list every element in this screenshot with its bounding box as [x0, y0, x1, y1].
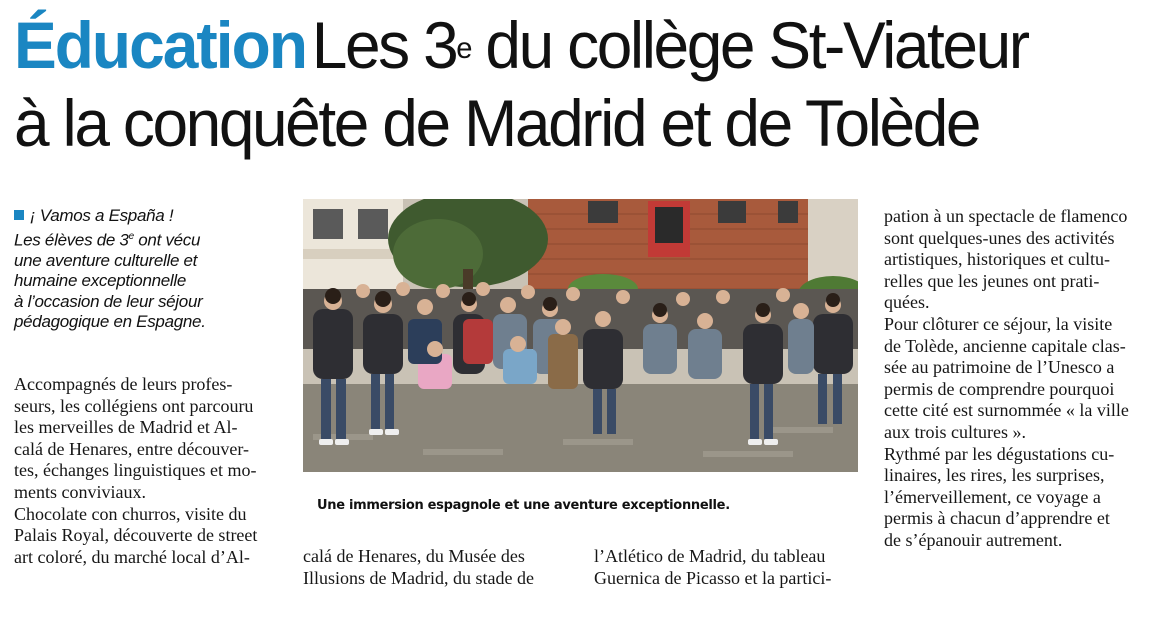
text-line: aux trois cultures ».: [884, 421, 1026, 442]
text-line: cette cité est surnommée « la ville: [884, 400, 1129, 421]
text-line: Chocolate con churros, visite du: [14, 503, 247, 524]
text-line: relles que les jeunes ont prati-: [884, 270, 1100, 291]
text-line: l’Atlético de Madrid, du tableau: [594, 546, 826, 566]
text-line: calá de Henares, entre découver-: [14, 438, 249, 459]
section-rubric: Éducation: [14, 8, 306, 82]
headline-line-2: à la conquête de Madrid et de Tolède: [14, 86, 980, 160]
text-line: de s’épanouir autrement.: [884, 529, 1063, 550]
article-column-4: [884, 206, 1156, 552]
article-column-3: [594, 546, 864, 589]
text-line: permis à chacun d’apprendre et: [884, 508, 1110, 529]
group-photo: [303, 199, 858, 472]
article-column-1: [14, 374, 282, 568]
text-line: pation à un spectacle de flamenco: [884, 206, 1128, 226]
text-line: les merveilles de Madrid et Al-: [14, 417, 238, 438]
text-line: tes, échanges linguistiques et mo-: [14, 460, 257, 481]
text-line: art coloré, du marché local d’Al-: [14, 546, 250, 567]
intro-line: pédagogique en Espagne.: [14, 312, 206, 332]
intro-line: humaine exceptionnelle: [14, 271, 187, 291]
text-line: sée au patrimoine de l’Unesco a: [884, 357, 1115, 378]
text-line: de Tolède, ancienne capitale clas-: [884, 335, 1126, 356]
text-line: Rythmé par les dégustations cu-: [884, 443, 1115, 464]
intro-line: Les élèves de 3e ont vécu: [14, 230, 201, 250]
text-line: Accompagnés de leurs profes-: [14, 374, 233, 394]
intro-lead: [14, 206, 276, 333]
text-line: Palais Royal, découverte de street: [14, 525, 258, 546]
headline-text: du collège St-Viateur: [470, 8, 1028, 82]
text-line: Illusions de Madrid, du stade de: [303, 567, 534, 588]
photo-caption: Une immersion espagnole et une aventure exceptionnelle.: [317, 498, 730, 513]
headline-line-1: [14, 6, 1120, 84]
text-line: permis de comprendre pourquoi: [884, 378, 1115, 399]
text-line: seurs, les collégiens ont parcouru: [14, 395, 254, 416]
text-line: Guernica de Picasso et la partici-: [594, 567, 832, 588]
intro-line: ¡ Vamos a España !: [14, 206, 276, 227]
text-line: l’émerveillement, ce voyage a: [884, 486, 1101, 507]
article-headline: [14, 6, 1154, 162]
headline-text: Les 3: [311, 8, 457, 82]
headline-superscript: e: [456, 32, 471, 65]
group-photo-illustration: [303, 199, 858, 472]
text-line: linaires, les rires, les surprises,: [884, 465, 1105, 486]
text-line: quées.: [884, 292, 930, 313]
bullet-square-icon: [14, 210, 24, 220]
text-line: Pour clôturer ce séjour, la visite: [884, 313, 1113, 334]
intro-line: à l’occasion de leur séjour: [14, 291, 203, 311]
text-line: artistiques, historiques et cultu-: [884, 249, 1110, 270]
text-line: ments conviviaux.: [14, 481, 146, 502]
text-line: calá de Henares, du Musée des: [303, 546, 525, 566]
intro-line: une aventure culturelle et: [14, 250, 198, 270]
article-column-2: [303, 546, 573, 589]
text-line: sont quelques-unes des activités: [884, 227, 1115, 248]
